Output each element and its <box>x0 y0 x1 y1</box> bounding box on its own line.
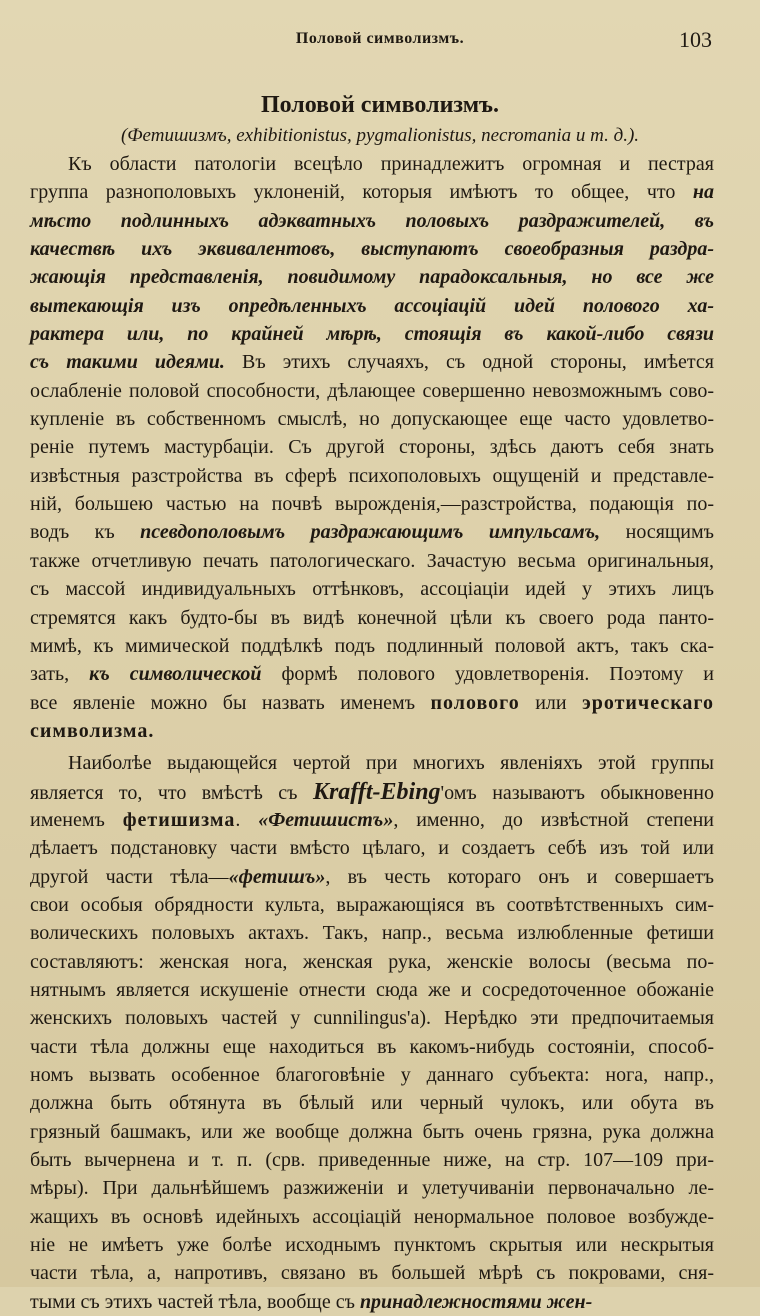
text-segment: носящимъ <box>600 521 714 544</box>
text-line <box>30 263 714 291</box>
text-line <box>30 976 714 1004</box>
page-number: 103 <box>679 27 712 52</box>
text-segment: группа разнополовыхъ уклоненій, которыя имѣютъ то общее, что <box>30 181 693 204</box>
text-line <box>30 405 714 433</box>
emphasized-text: символизма. <box>30 719 155 742</box>
text-line <box>30 1089 714 1117</box>
emphasized-text: «Фетишистъ» <box>258 808 394 831</box>
text-line <box>30 235 714 263</box>
text-segment: съ массой индивидуальныхъ оттѣнковъ, ассоціаціи идей у этихъ лицъ <box>30 578 714 601</box>
text-line <box>30 207 714 235</box>
text-line <box>30 948 714 976</box>
emphasized-text: Krafft-Ebing <box>312 778 441 805</box>
text-segment: является то, что вмѣстѣ съ <box>30 781 313 804</box>
text-segment: купленіе въ собственномъ смыслѣ, но допускающее еще часто удовлетво- <box>30 408 714 431</box>
emphasized-text: эротическаго <box>582 691 714 714</box>
text-segment: Въ этихъ случаяхъ, съ одной стороны, имѣется <box>224 351 714 374</box>
text-segment: , именно, до извѣстной степени <box>393 808 714 831</box>
text-segment: Наиболѣе выдающейся чертой при многихъ явленіяхъ этой группы <box>68 752 714 775</box>
text-line <box>30 1288 714 1316</box>
text-line <box>30 806 714 834</box>
text-line <box>30 377 714 405</box>
text-segment: другой части тѣла— <box>30 865 229 888</box>
emphasized-text: рактера или, по крайней мѣрѣ, стоящія въ какой-либо связи <box>30 323 714 346</box>
text-segment: именемъ <box>30 808 123 831</box>
emphasized-text: на <box>692 181 714 204</box>
emphasized-text: фетишизма <box>122 808 236 831</box>
text-line <box>30 433 714 461</box>
running-head <box>0 27 760 54</box>
text-line <box>30 1004 714 1032</box>
emphasized-text: къ символической <box>89 663 262 686</box>
emphasized-text: принадлежностями жен- <box>359 1290 593 1313</box>
text-line <box>30 778 714 806</box>
text-segment: . <box>235 808 259 831</box>
body-text <box>30 150 714 1316</box>
text-segment: составляютъ: женская нога, женская рука, женскіе волосы (весьма по- <box>30 950 714 973</box>
text-line <box>30 863 714 891</box>
text-line <box>30 1118 714 1146</box>
text-line <box>30 462 714 490</box>
text-line <box>30 150 714 178</box>
text-line <box>30 1259 714 1287</box>
text-line <box>30 490 714 518</box>
text-line <box>30 547 714 575</box>
emphasized-text: жающія представленія, повидимому парадоксальныя, но все же <box>30 266 714 289</box>
text-segment: также отчетливую печать патологическаго. Зачастую весьма оригинальныя, <box>30 549 714 572</box>
text-segment: реніе путемъ мастурбаціи. Съ другой стороны, здѣсь даютъ себя знать <box>30 436 714 459</box>
text-segment: тыми съ этихъ частей тѣла, вообще съ <box>30 1290 360 1313</box>
text-segment: зать, <box>30 663 90 686</box>
text-line <box>30 1146 714 1174</box>
text-line <box>30 292 714 320</box>
text-segment: ній, большею частью на почвѣ вырожденія,—разстройства, подающія по- <box>30 493 714 516</box>
text-line <box>30 575 714 603</box>
text-line <box>30 518 714 546</box>
text-segment: мимѣ, къ мимической поддѣлкѣ подъ подлинный половой актъ, такъ ска- <box>30 634 714 657</box>
text-segment: части тѣла, а, напротивъ, связано въ большей мѣрѣ съ покровами, сня- <box>30 1262 714 1285</box>
emphasized-text: «фетишъ» <box>228 865 326 888</box>
emphasized-text: съ такими идеями. <box>30 351 225 374</box>
emphasized-text: полового <box>430 691 520 714</box>
text-segment: женскихъ половыхъ частей у cunnilingus'а). Нерѣдко эти предпочитаемыя <box>30 1007 714 1030</box>
text-line <box>30 689 714 717</box>
chapter-heading: Половой символизмъ. <box>260 92 500 118</box>
text-segment: быть вычернена и т. п. (срв. приведенные ниже, на стр. 107—109 при- <box>30 1149 714 1172</box>
text-line <box>30 178 714 206</box>
text-segment: свои особыя обрядности культа, выражающіяся въ соотвѣтственныхъ сим- <box>30 893 714 916</box>
text-line <box>30 1061 714 1089</box>
text-line <box>30 919 714 947</box>
text-line <box>30 1033 714 1061</box>
chapter-subheading: (Фетишизмъ, exhibitionistus, pygmalionistus, necromania и т. д.). <box>120 125 640 146</box>
text-segment: нятнымъ является искушеніе отнести сюда же и сосредоточенное обожаніе <box>30 978 714 1001</box>
text-segment: жащихъ въ основѣ идейныхъ ассоціацій ненормальное половое возбужде- <box>30 1205 714 1228</box>
emphasized-text: качествѣ ихъ эквивалентовъ, выступаютъ своеобразныя раздра- <box>30 238 714 261</box>
text-segment: мѣры). При дальнѣйшемъ разжиженіи и улетучиваніи первоначально ле- <box>30 1177 714 1200</box>
text-line <box>30 1231 714 1259</box>
text-segment: ніе не имѣетъ уже болѣе исходнымъ пунктомъ скрытыя или нескрытыя <box>30 1234 714 1257</box>
text-segment: ослабленіе половой способности, дѣлающее совершенно невозможнымъ сово- <box>30 379 714 402</box>
text-segment: должна быть обтянута въ бѣлый или черный чулокъ, или обута въ <box>30 1092 714 1115</box>
text-line <box>30 604 714 632</box>
text-segment: грязный башмакъ, или же вообще должна быть очень грязна, рука должна <box>30 1120 714 1143</box>
text-segment: части тѣла должны еще находиться въ какомъ-нибудь состояніи, способ- <box>30 1035 714 1058</box>
emphasized-text: мѣсто подлинныхъ адэкватныхъ половыхъ раздражителей, въ <box>30 209 714 232</box>
emphasized-text: псевдополовымъ раздражающимъ импульсамъ, <box>140 521 601 544</box>
text-line <box>30 891 714 919</box>
text-segment: извѣстныя разстройства въ сферѣ психополовыхъ ощущеній и представле- <box>30 464 714 487</box>
text-segment: Къ области патологіи всецѣло принадлежитъ огромная и пестрая <box>68 153 714 175</box>
text-segment: водъ къ <box>30 521 141 544</box>
text-line <box>30 749 714 777</box>
text-segment: формѣ полового удовлетворенія. Поэтому и <box>261 663 714 686</box>
emphasized-text: вытекающія изъ опредѣленныхъ ассоціацій идей полового ха- <box>30 294 714 317</box>
text-line <box>30 348 714 376</box>
text-segment: волическихъ половыхъ актахъ. Такъ, напр., весьма излюбленные фетиши <box>30 922 714 945</box>
text-line <box>30 1174 714 1202</box>
text-line <box>30 660 714 688</box>
text-segment: все явленіе можно бы назвать именемъ <box>30 691 431 714</box>
text-line <box>30 717 714 745</box>
text-segment: , въ честь котораго онъ и совершаетъ <box>325 865 714 888</box>
text-line <box>30 320 714 348</box>
text-segment: или <box>519 691 583 714</box>
text-segment: стремятся какъ будто-бы въ видѣ конечной цѣли къ своего рода панто- <box>30 606 714 629</box>
text-line <box>30 632 714 660</box>
text-line <box>30 1203 714 1231</box>
text-line <box>30 834 714 862</box>
text-segment: дѣлаетъ подстановку части вмѣсто цѣлаго, и создаетъ себѣ изъ той или <box>30 837 714 860</box>
text-segment: 'омъ называютъ обыкновенно <box>440 781 714 804</box>
text-segment: номъ вызвать особенное благоговѣніе у даннаго субъекта: нога, напр., <box>30 1064 714 1086</box>
running-head-title: Половой символизмъ. <box>295 30 465 47</box>
